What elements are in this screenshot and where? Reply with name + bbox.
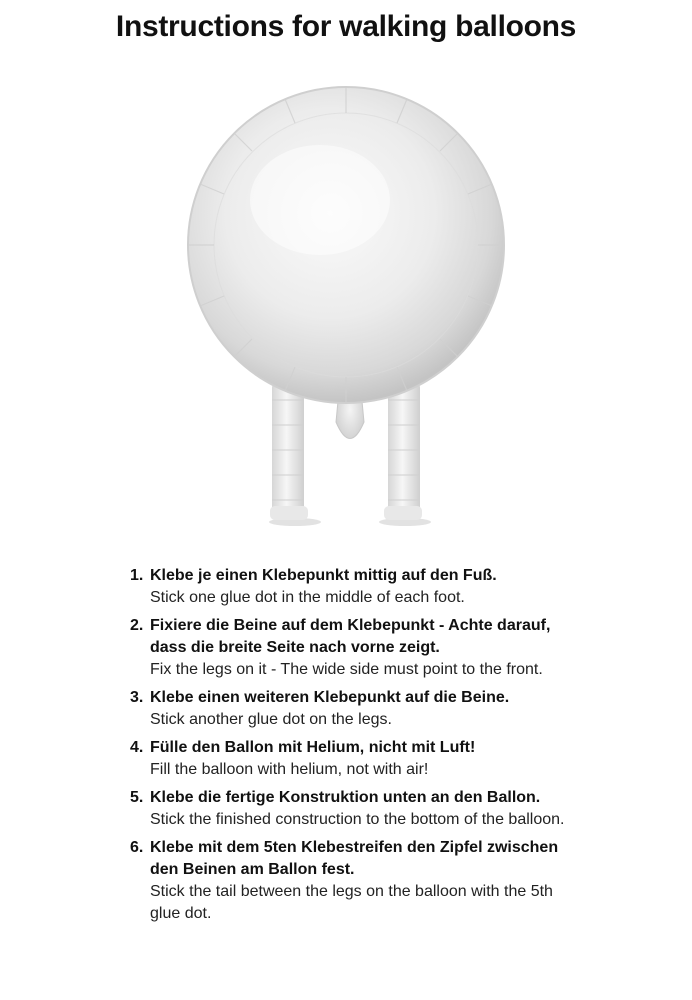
step-text-english: Stick the finished construction to the bottom of the balloon. — [150, 811, 565, 828]
step-number: 5. — [130, 789, 144, 806]
step-text-english: Fill the balloon with helium, not with air! — [150, 761, 429, 778]
step-number: 4. — [130, 739, 144, 756]
step-text-german: Fülle den Ballon mit Helium, nicht mit Luft! — [150, 739, 476, 756]
step-text-english: Fix the legs on it - The wide side must point to the front. — [150, 661, 543, 678]
step-number: 6. — [130, 839, 144, 856]
step-text-german: Klebe je einen Klebepunkt mittig auf den Fuß. — [150, 567, 497, 584]
page-title: Instructions for walking balloons — [115, 10, 577, 43]
instruction-step — [130, 687, 580, 731]
left-leg — [270, 380, 308, 520]
step-text-english: Stick the tail between the legs on the balloon with the 5th glue dot. — [150, 883, 553, 922]
step-text-german: Fixiere die Beine auf dem Klebepunkt - Achte darauf, dass die breite Seite nach vorne zeigt. — [150, 617, 551, 656]
step-text-german: Klebe einen weiteren Klebepunkt auf die Beine. — [150, 689, 510, 706]
step-number: 2. — [130, 617, 144, 634]
instruction-step — [130, 737, 580, 781]
instruction-step — [130, 615, 580, 681]
instruction-step — [130, 837, 580, 925]
step-text-german: Klebe mit dem 5ten Klebestreifen den Zipfel zwischen den Beinen am Ballon fest. — [150, 839, 559, 878]
instruction-step — [130, 565, 580, 609]
step-text-english: Stick another glue dot on the legs. — [150, 711, 392, 728]
instruction-list — [130, 565, 580, 931]
step-text-german: Klebe die fertige Konstruktion unten an den Ballon. — [150, 789, 541, 806]
right-leg — [384, 380, 422, 520]
step-number: 1. — [130, 567, 144, 584]
walking-balloon-illustration — [150, 70, 542, 540]
step-text-english: Stick one glue dot in the middle of each foot. — [150, 589, 465, 606]
instruction-step — [130, 787, 580, 831]
step-number: 3. — [130, 689, 144, 706]
